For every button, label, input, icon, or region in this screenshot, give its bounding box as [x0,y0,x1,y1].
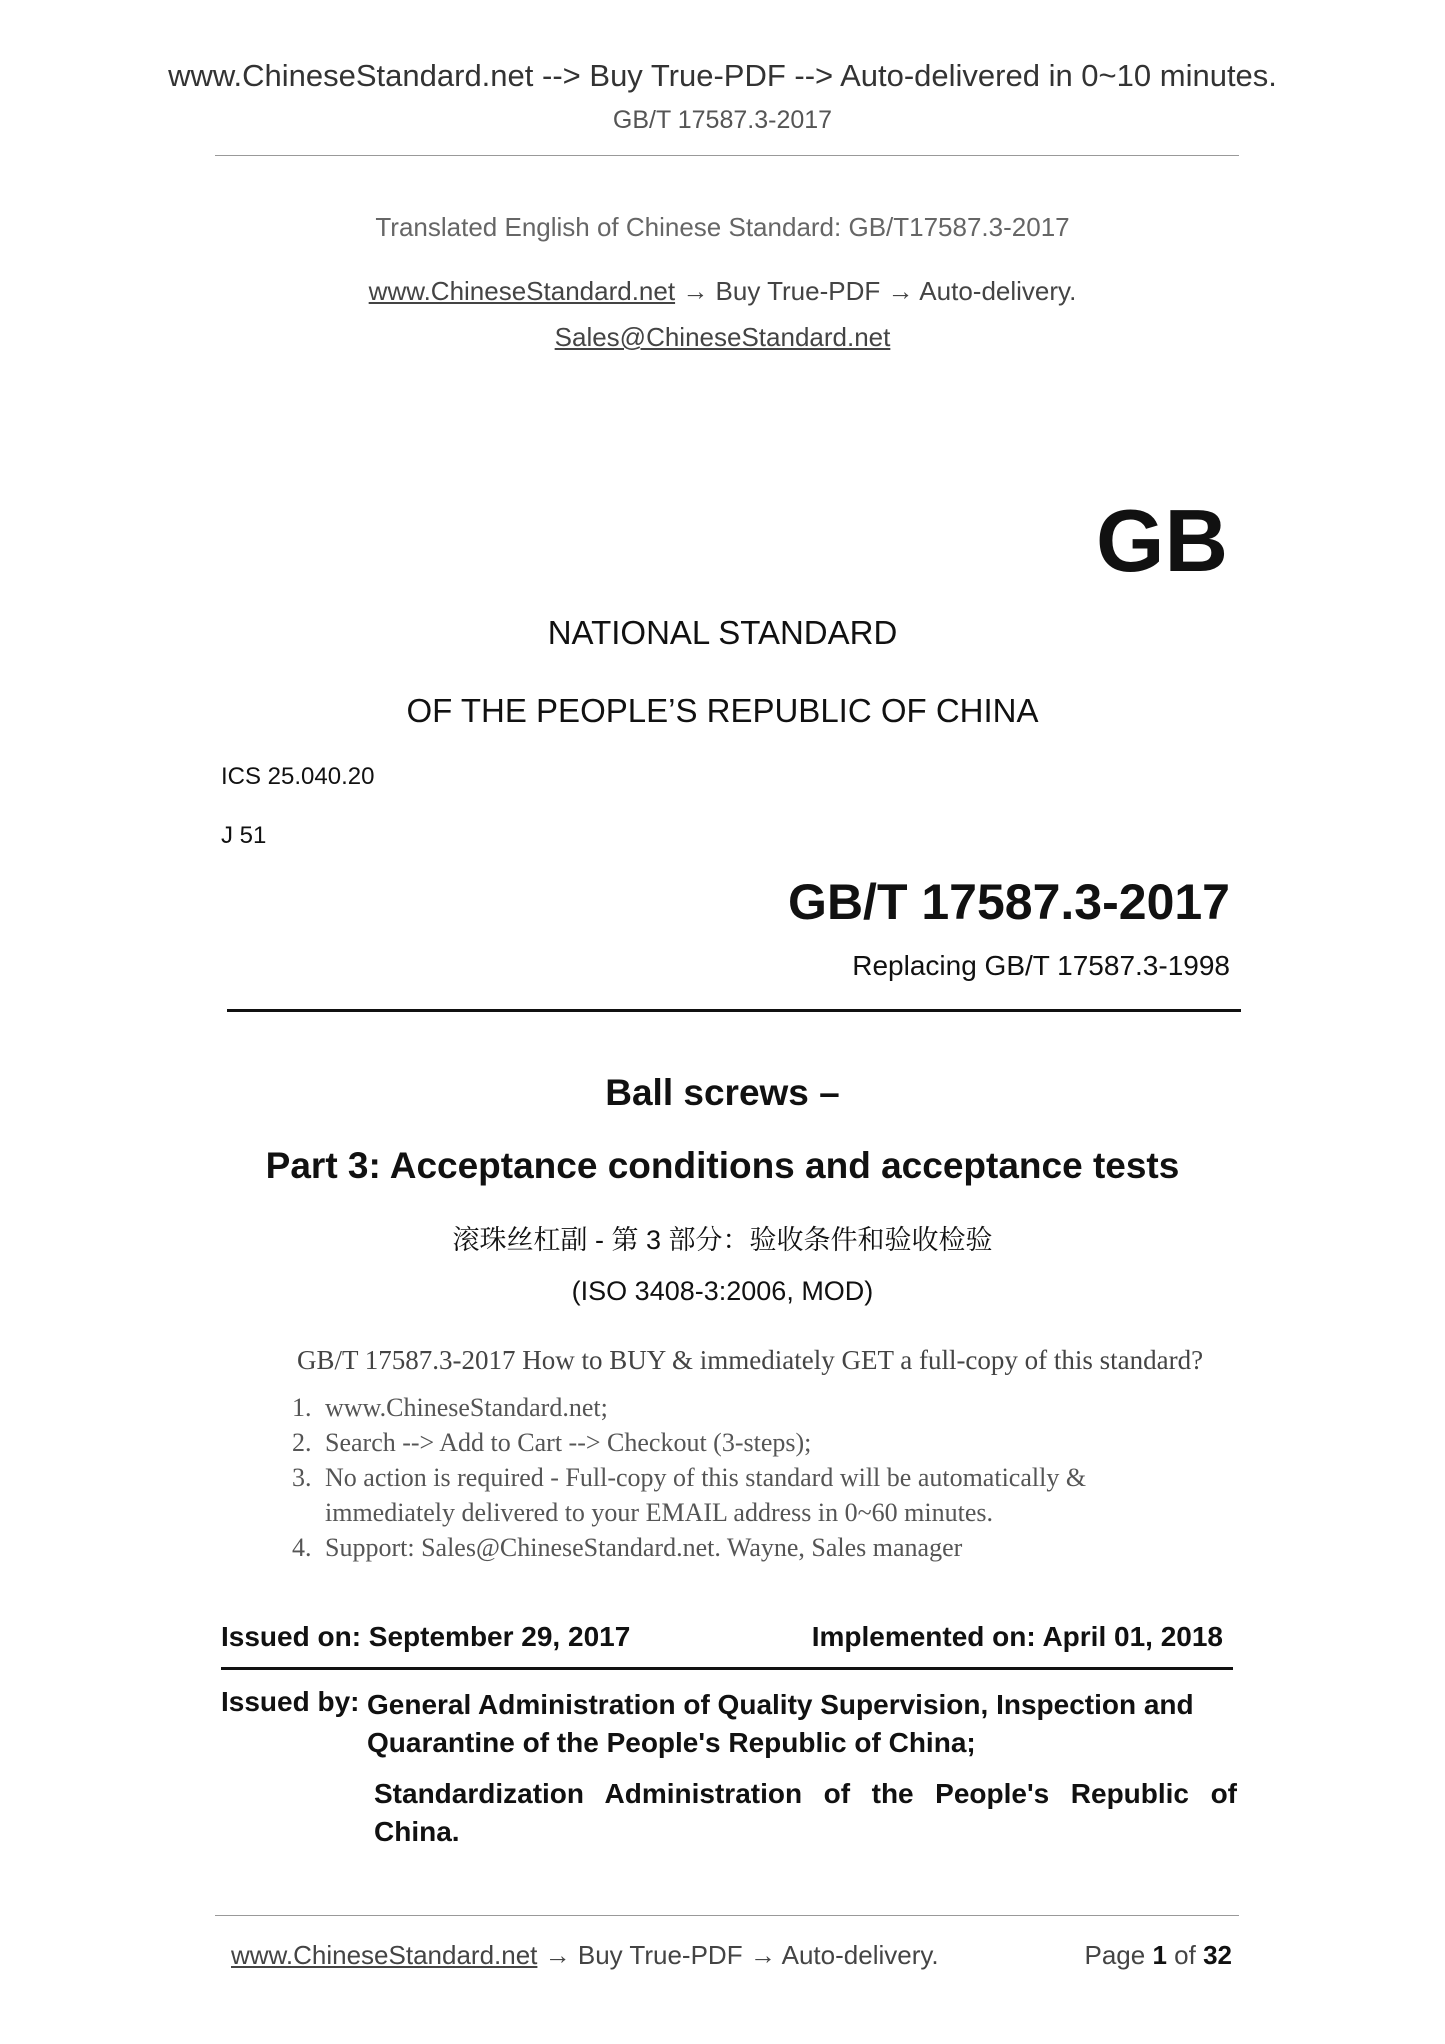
header-divider [215,155,1239,156]
step-text: No action is required - Full-copy of this standard will be automatically & immediately delivered to your EMAIL address in 0~60 minutes. [325,1463,1087,1527]
arrow-icon: → [749,1940,776,1970]
issuer-secondary: Standardization Administration of the People's Republic of China. [374,1778,1237,1847]
ccs-code: J 51 [221,822,267,849]
footer-site-link[interactable]: www.ChineseStandard.net [231,1940,538,1970]
page-total: 32 [1203,1940,1232,1970]
header-site: www.ChineseStandard.net [168,58,534,93]
step-text: Search --> Add to Cart --> Checkout (3-steps); [325,1428,812,1457]
header-arrow: --> [542,58,581,93]
header-standard-number: GB/T 17587.3-2017 [612,106,833,134]
title-divider [227,1009,1241,1012]
page-current: 1 [1152,1940,1167,1970]
standard-number: GB/T 17587.3-2017 [788,874,1230,930]
document-title-chinese: 滚珠丝杠副 - 第 3 部分：验收条件和验收检验 [452,1225,993,1255]
document-title-line1: Ball screws – [605,1072,840,1113]
buy-question: GB/T 17587.3-2017 How to BUY & immediately GET a full-copy of this standard? [297,1345,1204,1375]
iso-reference: (ISO 3408-3:2006, MOD) [571,1276,874,1306]
intro-buy-line [0,276,1445,307]
arrow-icon: → [682,276,709,306]
step-number: 1. [292,1393,312,1422]
page-label: Page [1084,1940,1146,1970]
sales-email-link[interactable]: Sales@ChineseStandard.net [554,322,891,352]
intro-buy-text: Buy True-PDF [715,276,881,306]
national-standard-heading: NATIONAL STANDARD [547,614,898,651]
footer-delivery-text: Auto-delivery. [781,1940,939,1970]
footer-divider [215,1915,1239,1916]
implemented-on-date: Implemented on: April 01, 2018 [811,1621,1223,1652]
list-item [292,1530,1212,1565]
page-number [1084,1940,1232,1971]
footer-buy-text: Buy True-PDF [577,1940,743,1970]
national-standard-subheading: OF THE PEOPLE’S REPUBLIC OF CHINA [406,692,1039,729]
step-number: 3. [292,1463,312,1492]
page-header-banner [0,58,1445,94]
ics-code: ICS 25.040.20 [221,763,375,790]
list-item [292,1460,1212,1530]
step-number: 4. [292,1533,312,1562]
document-title-line2: Part 3: Acceptance conditions and acceptance tests [265,1145,1180,1186]
intro-site-link[interactable]: www.ChineseStandard.net [368,276,676,306]
arrow-icon: → [887,276,914,306]
replacing-note: Replacing GB/T 17587.3-1998 [852,950,1230,981]
issued-on-date: Issued on: September 29, 2017 [221,1621,631,1652]
intro-delivery-text: Auto-delivery. [919,276,1077,306]
issuer-primary: General Administration of Quality Supervision, Inspection and Quarantine of the People's Republic of China; [367,1689,1194,1758]
footer-buy-line [231,1940,939,1971]
buy-steps-list [292,1390,1212,1565]
list-item [292,1425,1212,1460]
header-buy: Buy True-PDF [589,58,786,93]
header-delivery: Auto-delivered in 0~10 minutes. [840,58,1277,93]
translated-notice: Translated English of Chinese Standard: GB/T17587.3-2017 [375,212,1070,242]
issued-by-label: Issued by: [221,1686,360,1717]
list-item [292,1390,1212,1425]
header-arrow: --> [794,58,834,93]
step-text: Support: Sales@ChineseStandard.net. Wayne, Sales manager [325,1533,963,1562]
issue-divider [221,1667,1233,1670]
step-text: www.ChineseStandard.net; [325,1393,608,1422]
page-of: of [1174,1940,1196,1970]
step-number: 2. [292,1428,312,1457]
arrow-icon: → [544,1940,571,1970]
sales-email-line [0,322,1445,353]
gb-mark: GB [1096,491,1228,590]
